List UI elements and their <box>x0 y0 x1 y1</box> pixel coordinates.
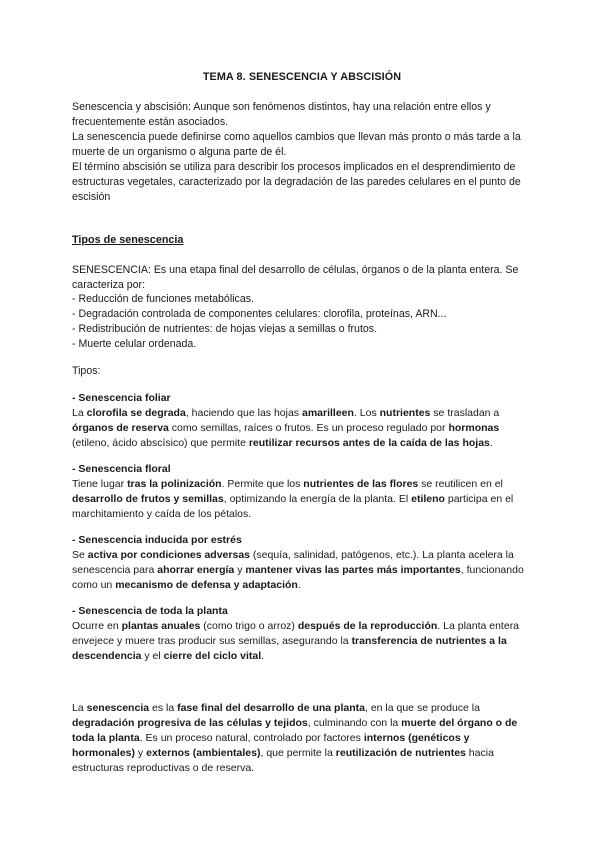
list-item: - Reducción de funciones metabólicas. <box>72 293 254 305</box>
intro-paragraph-2: La senescencia puede definirse como aquellos cambios que llevan más pronto o más tarde a la muerte de un organismo o alguna parte de él. <box>72 131 521 158</box>
intro-paragraph-3: El término abscisión se utiliza para describir los procesos implicados en el desprendimiento de estructuras vegetales, caracterizado por la degradación de las paredes celulares en el punto de escisión <box>72 161 521 203</box>
type-title: - Senescencia floral <box>72 463 171 475</box>
senescence-definition: SENESCENCIA: Es una etapa final del desarrollo de células, órganos o de la planta entera. Se caracteriza por: <box>72 264 519 291</box>
document-title: TEMA 8. SENESCENCIA Y ABSCISIÓN <box>202 71 402 83</box>
type-block-whole-plant: - Senescencia de toda la planta Ocurre en plantas anuales (como trigo o arroz) después de la reproducción. La planta entera envejece y muere tras producir sus semillas, asegurando la transferencia de nutrientes a la descendencia y el cierre del ciclo vital. <box>72 604 534 664</box>
list-item: - Redistribución de nutrientes: de hojas viejas a semillas o frutos. <box>72 323 378 335</box>
type-title: - Senescencia inducida por estrés <box>72 534 242 546</box>
type-block-floral: - Senescencia floral Tiene lugar tras la polinización. Permite que los nutrientes de las flores se reutilicen en el desarrollo de frutos y semillas, optimizando la energía de la planta. El etileno participa en el marchitamiento y caída de los pétalos. <box>72 462 534 522</box>
list-item: - Muerte celular ordenada. <box>72 338 197 350</box>
type-block-foliar: - Senescencia foliar La clorofila se degrada, haciendo que las hojas amarilleen. Los nutrientes se trasladan a órganos de reserva como semillas, raíces o frutos. Es un proceso regulado por hormonas (etileno, ácido abscísico) que permite reutilizar recursos antes de la caída de las hojas. <box>72 391 534 451</box>
characteristics-list <box>72 292 447 352</box>
list-item: - Degradación controlada de componentes celulares: clorofila, proteínas, ARN... <box>72 308 447 320</box>
types-label: Tipos: <box>72 365 101 377</box>
intro-paragraph-1: Senescencia y abscisión: Aunque son fenómenos distintos, hay una relación entre ellos y frecuentemente están asociados. <box>72 101 491 128</box>
type-title: - Senescencia foliar <box>72 392 171 404</box>
type-title: - Senescencia de toda la planta <box>72 605 228 617</box>
summary-paragraph: La senescencia es la fase final del desarrollo de una planta, en la que se produce la degradación progresiva de las células y tejidos, culminando con la muerte del órgano o de toda la planta. Es un proceso natural, controlado por factores internos (genéticos y hormonales) y externos (ambientales), que permite la reutilización de nutrientes hacia estructuras reproductivas o de reserva. <box>72 702 518 774</box>
section-heading: Tipos de senescencia <box>72 234 184 246</box>
type-block-stress: - Senescencia inducida por estrés Se activa por condiciones adversas (sequía, salinidad, patógenos, etc.). La planta acelera la senescencia para ahorrar energía y mantener vivas las partes más importantes, funcionando como un mecanismo de defensa y adaptación. <box>72 533 534 593</box>
